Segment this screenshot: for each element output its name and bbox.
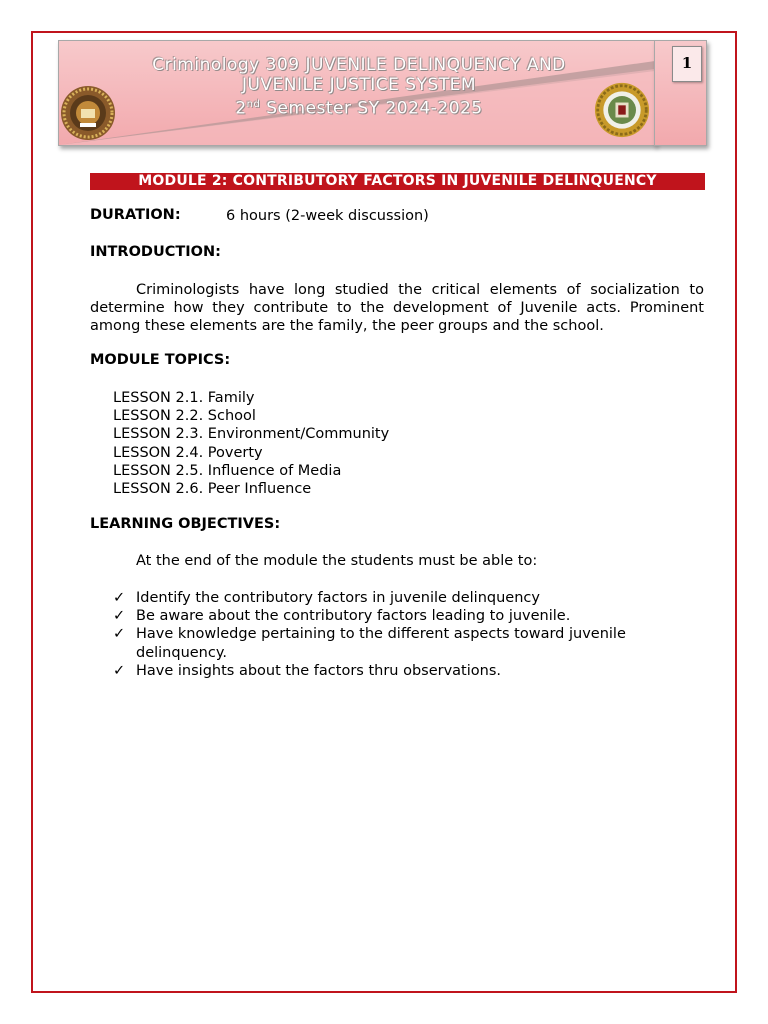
lesson-item: LESSON 2.5. Influence of Media (113, 462, 342, 479)
header-title-line2: JUVENILE JUSTICE SYSTEM (241, 75, 477, 95)
introduction-heading: INTRODUCTION: (90, 244, 221, 260)
header-title (99, 55, 619, 119)
lesson-item: LESSON 2.1. Family (113, 390, 255, 406)
lesson-item: LESSON 2.3. Environment/Community (113, 426, 390, 443)
header-banner (58, 40, 656, 146)
module-title: MODULE 2: CONTRIBUTORY FACTORS IN JUVENILE DELINQUENCY (90, 173, 705, 190)
objective-item (113, 589, 673, 607)
learning-objectives-heading: LEARNING OBJECTIVES: (90, 516, 281, 532)
checkmark-icon: ✓ (113, 590, 126, 606)
objective-item (113, 607, 673, 625)
objectives-intro: At the end of the module the students must be able to: (136, 553, 538, 569)
semester-number: 2 (235, 98, 247, 119)
lesson-item: LESSON 2.6. Peer Influence (113, 481, 312, 498)
duration-value: 6 hours (2-week discussion) (226, 208, 429, 224)
lesson-list (113, 389, 389, 498)
introduction-paragraph: Criminologists have long studied the critical elements of socialization to determine how they contribute to the development of Juvenile acts. Prominent among these elements are the family, the peer groups and the school. (90, 282, 704, 334)
module-topics-heading: MODULE TOPICS: (90, 352, 231, 368)
lesson-item: LESSON 2.2. School (113, 408, 256, 425)
page-number: 1 (672, 46, 702, 82)
semester-suffix: nd (246, 99, 261, 110)
objective-item (113, 625, 673, 661)
header-semester (99, 95, 619, 119)
objective-text: Have insights about the factors thru observations. (136, 662, 501, 679)
checkmark-icon: ✓ (113, 608, 126, 625)
college-seal-right-icon (594, 82, 650, 138)
objective-item (113, 662, 673, 680)
checkmark-icon: ✓ (113, 662, 126, 679)
semester-text: Semester SY 2024-2025 (260, 98, 483, 119)
checkmark-icon: ✓ (113, 626, 126, 643)
lesson-item: LESSON 2.4. Poverty (113, 444, 263, 461)
objective-text: Identify the contributory factors in juvenile delinquency (136, 590, 540, 606)
objective-text: Be aware about the contributory factors leading to juvenile. (136, 608, 571, 625)
objective-text: Have knowledge pertaining to the different aspects toward juvenile delinquency. (136, 626, 626, 661)
duration-label: DURATION: (90, 207, 181, 223)
header-title-line1: Criminology 309 JUVENILE DELINQUENCY AND (152, 55, 566, 75)
objectives-list (113, 589, 673, 680)
university-seal-left-icon (60, 85, 116, 141)
